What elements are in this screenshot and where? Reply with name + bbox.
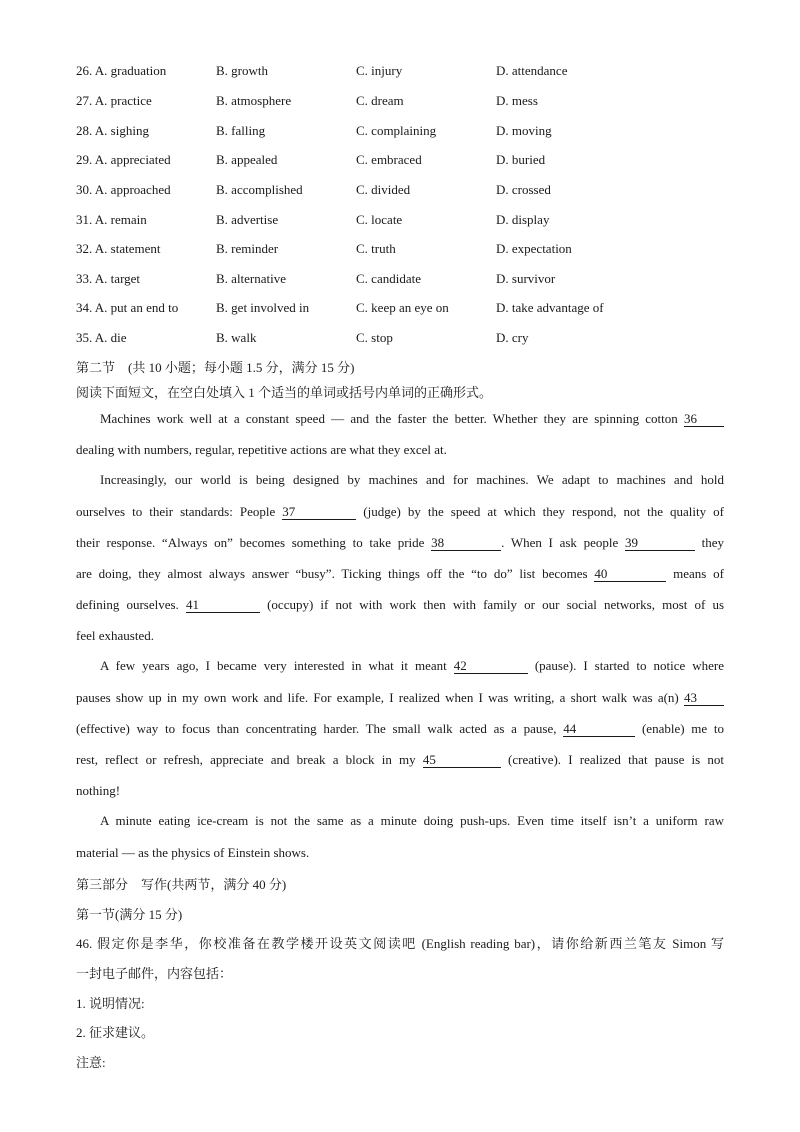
option-c: C. embraced [356,152,422,167]
option-a: 28. A. sighing [76,123,149,138]
option-row-27 [76,93,716,113]
option-row-33 [76,271,716,291]
option-b: B. alternative [216,271,287,286]
passage-line: Increasingly, our world is being designed by machines and for machines. We adapt to machines and hold [100,472,724,487]
option-c: C. dream [356,93,404,108]
option-c: C. locate [356,212,403,227]
option-c: C. truth [356,241,396,256]
passage-line: are doing, they almost always answer “busy”. Ticking things off the “to do” list becomes 40 means of [76,566,724,581]
option-b: B. reminder [216,241,279,256]
blank-39[interactable]: 39 [625,536,695,551]
option-c: C. complaining [356,123,437,138]
option-a: 29. A. appreciated [76,152,171,167]
blank-40[interactable]: 40 [594,567,666,582]
option-b: B. falling [216,123,266,138]
part3-heading: 第三部分 写作(共两节，满分 40 分) [76,877,287,892]
option-row-30 [76,182,716,202]
option-row-28 [76,123,716,143]
option-d: D. cry [496,330,529,345]
section2-instruction: 阅读下面短文，在空白处填入 1 个适当的单词或括号内单词的正确形式。 [76,385,493,400]
option-a: 30. A. approached [76,182,171,197]
option-row-35 [76,330,716,350]
blank-42[interactable]: 42 [454,659,528,674]
part3-subheading: 第一节(满分 15 分) [76,907,183,922]
blank-44[interactable]: 44 [563,722,635,737]
passage-line: (effective) way to focus than concentrating harder. The small walk acted as a pause, 44 (enable) me to [76,721,725,736]
blank-41[interactable]: 41 [186,598,260,613]
option-b: B. get involved in [216,300,310,315]
question-item-1: 1. 说明情况: [76,996,145,1011]
option-a: 32. A. statement [76,241,161,256]
blank-36[interactable]: 36 [684,412,724,427]
option-row-29 [76,152,716,172]
option-d: D. moving [496,123,552,138]
option-a: 27. A. practice [76,93,152,108]
passage-line: material — as the physics of Einstein shows. [76,845,310,860]
option-c: C. keep an eye on [356,300,449,315]
passage-line: defining ourselves. 41 (occupy) if not with work then with family or our social networks, most of us [76,597,725,612]
option-a: 31. A. remain [76,212,147,227]
option-c: C. stop [356,330,393,345]
passage-line: nothing! [76,783,121,798]
option-b: B. atmosphere [216,93,292,108]
option-d: D. crossed [496,182,551,197]
option-b: B. accomplished [216,182,303,197]
option-d: D. survivor [496,271,556,286]
passage-line: their response. “Always on” becomes something to take pride 38 . When I ask people 39 they [76,535,725,550]
section2-heading: 第二节 (共 10 小题；每小题 1.5 分，满分 15 分) [76,360,355,375]
option-a: 33. A. target [76,271,141,286]
option-b: B. growth [216,63,268,78]
option-row-26 [76,63,716,83]
blank-45[interactable]: 45 [423,753,501,768]
passage-line: Machines work well at a constant speed — and the faster the better. Whether they are spinning cotton 36 [76,411,724,427]
blank-37[interactable]: 37 [282,505,356,520]
blank-43[interactable]: 43 [684,691,724,706]
question-item-2: 2. 征求建议。 [76,1025,155,1040]
option-a: 35. A. die [76,330,127,345]
option-c: C. injury [356,63,403,78]
option-b: B. walk [216,330,257,345]
note-label: 注意: [76,1055,106,1070]
option-b: B. appealed [216,152,278,167]
option-a: 34. A. put an end to [76,300,179,315]
option-c: C. candidate [356,271,421,286]
option-row-31 [76,212,716,232]
passage-line: A minute eating ice-cream is not the same as a minute doing push-ups. Even time itself isn’t a uniform raw [100,813,724,828]
question-46: 46. 假定你是李华，你校准备在教学楼开设英文阅读吧 (English reading bar)，请你给新西兰笔友 Simon 写 [76,936,724,951]
option-c: C. divided [356,182,411,197]
option-a: 26. A. graduation [76,63,167,78]
option-row-34 [76,300,716,320]
passage-line: feel exhausted. [76,628,154,643]
option-d: D. display [496,212,550,227]
passage-line: A few years ago, I became very interested in what it meant 42 (pause). I started to notice where [100,658,724,673]
passage-line: pauses show up in my own work and life. For example, I realized when I was writing, a short walk was a(n) 43 [76,690,724,706]
blank-38[interactable]: 38 [431,536,501,551]
passage-line: rest, reflect or refresh, appreciate and break a block in my 45 (creative). I realized that pause is not [76,752,724,767]
option-row-32 [76,241,716,261]
option-d: D. take advantage of [496,300,604,315]
option-d: D. attendance [496,63,568,78]
option-d: D. buried [496,152,546,167]
passage-line: dealing with numbers, regular, repetitive actions are what they excel at. [76,442,447,457]
option-d: D. mess [496,93,538,108]
option-b: B. advertise [216,212,279,227]
passage-line: ourselves to their standards: People 37 (judge) by the speed at which they respond, not the quality of [76,504,724,519]
question-46-cont: 一封电子邮件，内容包括： [76,966,233,981]
option-d: D. expectation [496,241,572,256]
